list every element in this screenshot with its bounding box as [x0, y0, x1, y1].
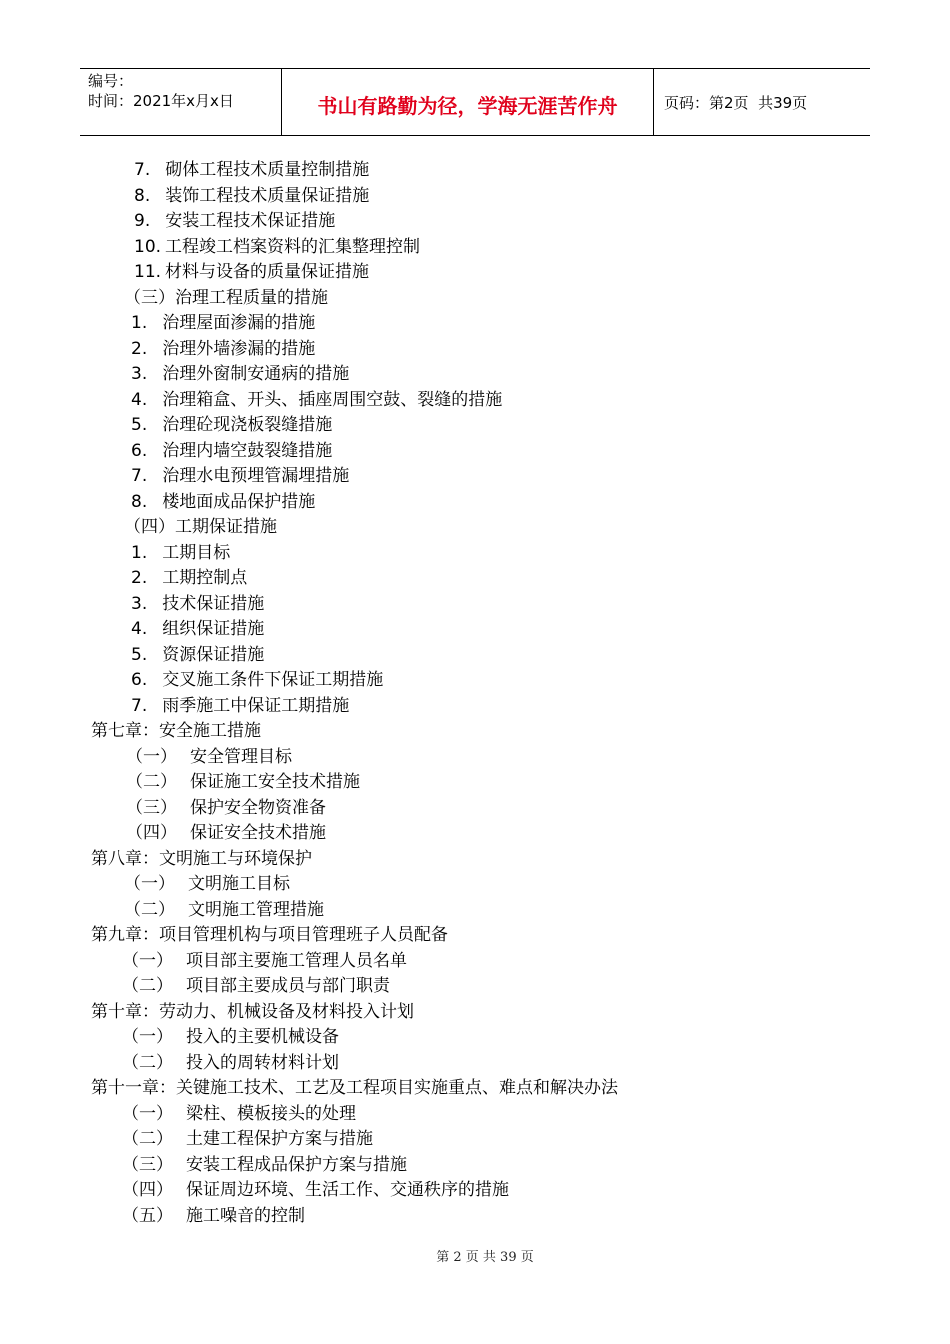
header-meta	[80, 69, 282, 135]
toc-entry-text: 保护安全物资准备	[190, 797, 326, 818]
toc-entry-number: （三）	[122, 1154, 173, 1175]
toc-entry-number: 10.	[134, 236, 162, 257]
toc-entry	[131, 592, 264, 618]
toc-entry-text: 第七章：安全施工措施	[91, 721, 261, 741]
toc-entry-number: 5.	[131, 644, 148, 665]
toc-entry	[122, 1051, 339, 1077]
toc-entry	[131, 337, 315, 363]
toc-entry	[91, 1000, 414, 1026]
toc-entry	[134, 235, 420, 261]
toc-entry-text: 治理砼现浇板裂缝措施	[162, 415, 333, 435]
toc-entry-number: （一）	[126, 746, 177, 767]
toc-entry-text: 材料与设备的质量保证措施	[165, 262, 370, 282]
toc-entry	[91, 1076, 618, 1102]
toc-entry-text: （三）治理工程质量的措施	[124, 287, 328, 308]
toc-entry-text: 工期目标	[162, 542, 231, 563]
toc-entry	[122, 1127, 373, 1153]
toc-entry-number: 5.	[131, 415, 148, 435]
page-header	[80, 68, 870, 136]
toc-entry-number: 4.	[131, 389, 148, 410]
toc-entry-number: 2.	[131, 338, 148, 359]
toc-entry	[126, 745, 292, 771]
toc-entry	[131, 643, 264, 669]
toc-entry	[91, 923, 448, 949]
toc-entry-text: 技术保证措施	[162, 593, 265, 614]
toc-entry	[122, 1025, 339, 1051]
toc-entry	[131, 541, 230, 567]
toc-entry-number: （一）	[122, 1027, 173, 1047]
toc-entry-number: （二）	[122, 1052, 173, 1073]
toc-entry-text: 组织保证措施	[162, 619, 265, 639]
toc-entry-number: 7.	[134, 160, 151, 180]
toc-entry-text: 保证周边环境、生活工作、交通秩序的措施	[186, 1180, 509, 1200]
toc-entry-text: 保证施工安全技术措施	[190, 772, 360, 792]
toc-entry-number: 4.	[131, 619, 148, 639]
toc-entry	[122, 1102, 356, 1128]
toc-entry-number: 6.	[131, 440, 148, 461]
toc-entry	[134, 158, 369, 184]
header-page-info	[654, 69, 870, 135]
toc-entry-text: （四）工期保证措施	[124, 517, 277, 537]
toc-entry	[91, 719, 261, 745]
toc-entry-text: 雨季施工中保证工期措施	[162, 695, 350, 716]
toc-entry	[131, 439, 332, 465]
toc-entry-text: 保证安全技术措施	[190, 823, 326, 843]
toc-entry-number: 3.	[131, 364, 148, 384]
motto-text: 书山有路勤为径，学海无涯苦作舟	[317, 93, 618, 118]
toc-entry-text: 安装工程成品保护方案与措施	[186, 1154, 407, 1175]
toc-entry	[124, 515, 277, 541]
toc-entry-text: 治理外墙渗漏的措施	[162, 338, 316, 359]
toc-entry-text: 楼地面成品保护措施	[162, 491, 316, 512]
toc-entry	[134, 260, 369, 286]
toc-entry-number: （四）	[122, 1180, 173, 1200]
toc-entry	[122, 949, 407, 975]
toc-entry-text: 投入的周转材料计划	[186, 1052, 339, 1073]
toc-entry-text: 安装工程技术保证措施	[165, 211, 336, 231]
toc-entry-number: 8.	[134, 185, 151, 206]
header-motto	[282, 69, 654, 135]
toc-entry	[124, 898, 324, 924]
toc-entry	[122, 1178, 509, 1204]
toc-entry	[131, 388, 502, 414]
toc-entry	[124, 872, 290, 898]
toc-entry-text: 文明施工目标	[188, 874, 290, 894]
toc-entry	[122, 1204, 305, 1230]
toc-entry	[131, 668, 383, 694]
toc-entry-text: 装饰工程技术质量保证措施	[165, 185, 370, 206]
toc-entry	[134, 184, 369, 210]
toc-entry	[122, 1153, 407, 1179]
toc-entry-number: 2.	[131, 568, 148, 588]
toc-entry-text: 土建工程保护方案与措施	[186, 1129, 373, 1149]
toc-entry-number: （五）	[122, 1205, 173, 1226]
toc-entry-number: （一）	[122, 950, 173, 971]
toc-entry-text: 工期控制点	[162, 568, 248, 588]
toc-entry-number: 1.	[131, 542, 148, 563]
toc-entry-text: 交叉施工条件下保证工期措施	[162, 670, 384, 690]
footer-page-number: 第 2 页 共 39 页	[436, 1250, 534, 1265]
toc-entry-number: 9.	[134, 211, 151, 231]
toc-entry-text: 工程竣工档案资料的汇集整理控制	[165, 236, 421, 257]
toc-entry-number: （一）	[124, 874, 175, 894]
toc-entry-text: 第十章：劳动力、机械设备及材料投入计划	[91, 1001, 414, 1022]
toc-entry	[124, 286, 328, 312]
toc-entry	[131, 362, 349, 388]
toc-entry-text: 项目部主要施工管理人员名单	[186, 950, 407, 971]
toc-entry-text: 梁柱、模板接头的处理	[186, 1103, 356, 1124]
toc-entry-number: 6.	[131, 670, 148, 690]
toc-entry-number: 1.	[131, 313, 148, 333]
toc-entry-text: 砌体工程技术质量控制措施	[165, 160, 370, 180]
toc-entry	[131, 617, 264, 643]
toc-entry-number: （一）	[122, 1103, 173, 1124]
toc-entry	[131, 490, 315, 516]
time-label: 时间：2021年x月x日	[88, 92, 234, 110]
code-label: 编号：	[88, 72, 134, 90]
toc-entry-text: 文明施工管理措施	[188, 899, 324, 920]
toc-entry	[126, 796, 326, 822]
toc-entry-number: （三）	[126, 797, 177, 818]
toc-entry-text: 治理水电预埋管漏埋措施	[162, 466, 350, 486]
toc-entry-number: 8.	[131, 491, 148, 512]
toc-entry-text: 治理外窗制安通病的措施	[162, 364, 350, 384]
toc-entry-number: （二）	[126, 772, 177, 792]
toc-entry-text: 资源保证措施	[162, 644, 265, 665]
toc-entry	[122, 974, 390, 1000]
toc-entry-number: 3.	[131, 593, 148, 614]
toc-entry-number: （二）	[122, 1129, 173, 1149]
toc-entry-text: 投入的主要机械设备	[186, 1027, 339, 1047]
toc-entry	[91, 847, 312, 873]
toc-entry-number: （二）	[122, 976, 173, 996]
toc-entry	[131, 413, 332, 439]
toc-entry	[126, 821, 326, 847]
toc-entry-number: （四）	[126, 823, 177, 843]
toc-entry	[131, 311, 315, 337]
toc-entry-text: 第十一章：关键施工技术、工艺及工程项目实施重点、难点和解决办法	[91, 1078, 618, 1098]
toc-entry-number: 7.	[131, 466, 148, 486]
toc-entry	[126, 770, 360, 796]
toc-entry-text: 治理屋面渗漏的措施	[162, 313, 316, 333]
toc-entry-text: 治理内墙空鼓裂缝措施	[162, 440, 333, 461]
toc-entry	[134, 209, 335, 235]
toc-entry	[131, 566, 247, 592]
toc-entry-number: （二）	[124, 899, 175, 920]
toc-entry-text: 治理箱盒、开头、插座周围空鼓、裂缝的措施	[162, 389, 503, 410]
toc-entry	[131, 464, 349, 490]
toc-entry	[131, 694, 349, 720]
toc-entry-number: 7.	[131, 695, 148, 716]
toc-entry-text: 第八章：文明施工与环境保护	[91, 848, 312, 869]
toc-entry-number: 11.	[134, 262, 162, 282]
toc-entry-text: 施工噪音的控制	[186, 1205, 305, 1226]
toc-entry-text: 安全管理目标	[190, 746, 292, 767]
toc-entry-text: 第九章：项目管理机构与项目管理班子人员配备	[91, 925, 448, 945]
page-footer	[0, 1246, 950, 1265]
page-label: 页码：第2页 共39页	[664, 93, 808, 112]
toc-entry-text: 项目部主要成员与部门职责	[186, 976, 390, 996]
